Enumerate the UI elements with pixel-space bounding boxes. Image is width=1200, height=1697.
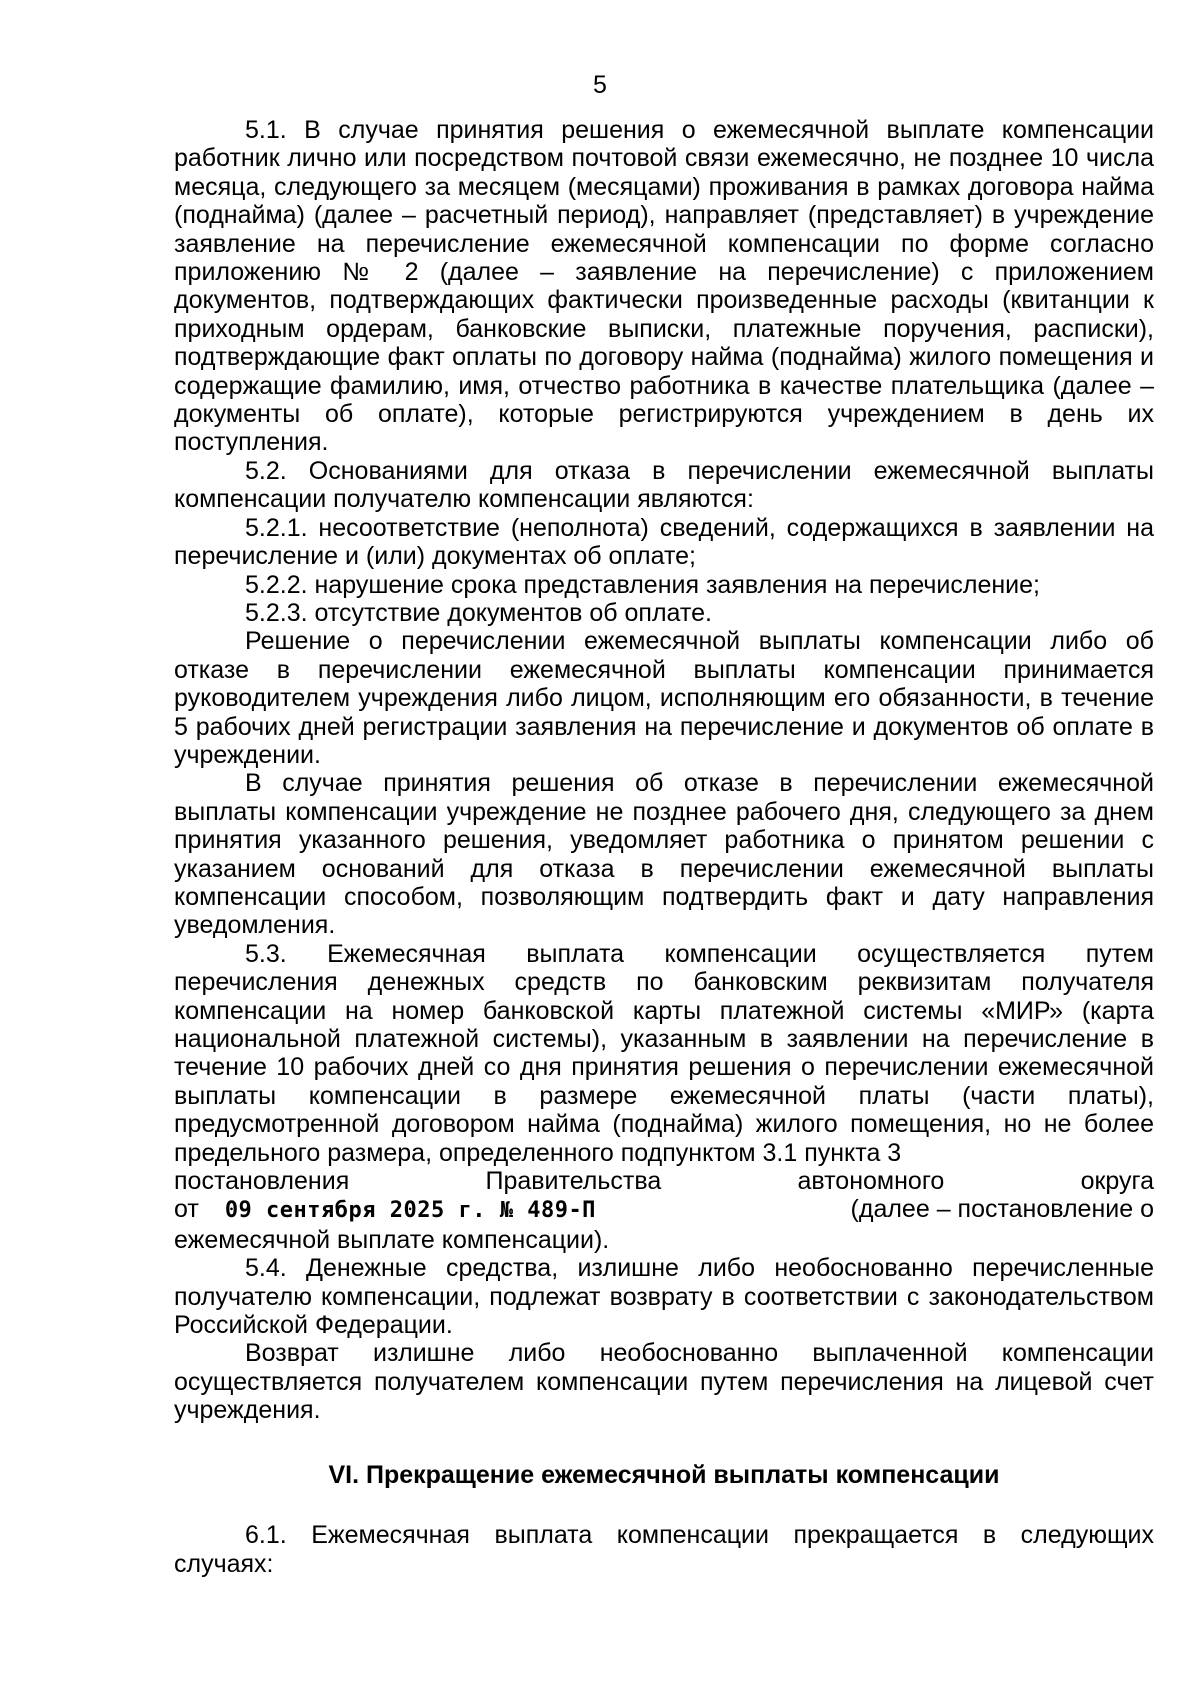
paragraph-refusal-notice: В случае принятия решения об отказе в перечислении ежемесячной выплаты компенсации учреждение не позднее рабочего дня, следующего за днем принятия указанного решения, уведомляет работника о принятом решении с указанием оснований для отказа в перечислении ежемесячной выплаты компенсации способом, позволяющим подтвердить факт и дату направления уведомления. <box>174 769 1154 940</box>
word-ot: от <box>174 1195 199 1224</box>
paragraph-5-2: 5.2. Основаниями для отказа в перечислении ежемесячной выплаты компенсации получателю компенсации являются: <box>174 456 1154 514</box>
word-postanovleniya: постановления <box>174 1167 350 1196</box>
word-pravitelstva: Правительства <box>485 1167 662 1196</box>
paragraph-5-3-tail-b: ежемесячной выплате компенсации). <box>174 1225 610 1254</box>
paragraph-return: Возврат излишне либо необоснованно выплаченной компенсации осуществляется получателем компенсации путем перечисления на лицевой счет учреждения. <box>174 1339 1154 1425</box>
registration-stamp: 09 сентября 2025 г. № 489-П <box>224 1198 596 1224</box>
word-okruga: округа <box>1080 1167 1154 1196</box>
paragraph-5-3-ot-line <box>174 1195 1154 1225</box>
section-heading: VI. Прекращение ежемесячной выплаты компенсации <box>328 1460 1000 1489</box>
paragraph-decision: Решение о перечислении ежемесячной выплаты компенсации либо об отказе в перечислении ежемесячной выплаты компенсации принимается руководителем учреждения либо лицом, исполняющим его обязанности, в течение 5 рабочих дней регистрации заявления на перечисление и документов об оплате в учреждении. <box>174 627 1154 769</box>
paragraph-5-4: 5.4. Денежные средства, излишне либо необоснованно перечисленные получателю компенсации, подлежат возврату в соответствии с законодательством Российской Федерации. <box>174 1254 1154 1340</box>
paragraph-5-2-3: 5.2.3. отсутствие документов об оплате. <box>245 598 712 627</box>
paragraph-5-3 <box>174 940 1154 1254</box>
paragraph-6-1: 6.1. Ежемесячная выплата компенсации прекращается в следующих случаях: <box>174 1521 1154 1578</box>
paragraph-5-1: 5.1. В случае принятия решения о ежемесячной выплате компенсации работник лично или посредством почтовой связи ежемесячно, не позднее 10 числа месяца, следующего за месяцем (месяцами) проживания в рамках договора найма (поднайма) (далее – расчетный период), направляет (представляет) в учреждение заявление на перечисление ежемесячной компенсации по форме согласно приложению № 2 (далее – заявление на перечисление) с приложением документов, подтверждающих фактически произведенные расходы (квитанции к приходным ордерам, банковские выписки, платежные поручения, расписки), подтверждающие факт оплаты по договору найма (поднайма) жилого помещения и содержащие фамилию, имя, отчество работника в качестве плательщика (далее – документы об оплате), которые регистрируются учреждением в день их поступления. <box>174 116 1154 457</box>
paragraph-5-3-tail-a: (далее – постановление о <box>850 1195 1154 1224</box>
page-number: 5 <box>593 71 607 99</box>
document-body <box>174 116 1154 1578</box>
paragraph-5-3-line-words <box>174 1167 1154 1195</box>
paragraph-5-2-1: 5.2.1. несоответствие (неполнота) сведений, содержащихся в заявлении на перечисление и (или) документах об оплате; <box>174 513 1154 571</box>
paragraph-5-3-main: 5.3. Ежемесячная выплата компенсации осуществляется путем перечисления денежных средств по банковским реквизитам получателя компенсации на номер банковской карты платежной системы «МИР» (карта национальной платежной системы), указанным в заявлении на перечисление в течение 10 рабочих дней со дня принятия решения о перечислении ежемесячной выплаты компенсации в размере ежемесячной платы (части платы), предусмотренной договором найма (поднайма) жилого помещения, но не более предельного размера, определенного подпунктом 3.1 пункта 3 <box>174 939 1154 1167</box>
word-avtonomnogo: автономного <box>797 1167 945 1196</box>
paragraph-5-2-2: 5.2.2. нарушение срока представления заявления на перечисление; <box>245 570 1040 599</box>
